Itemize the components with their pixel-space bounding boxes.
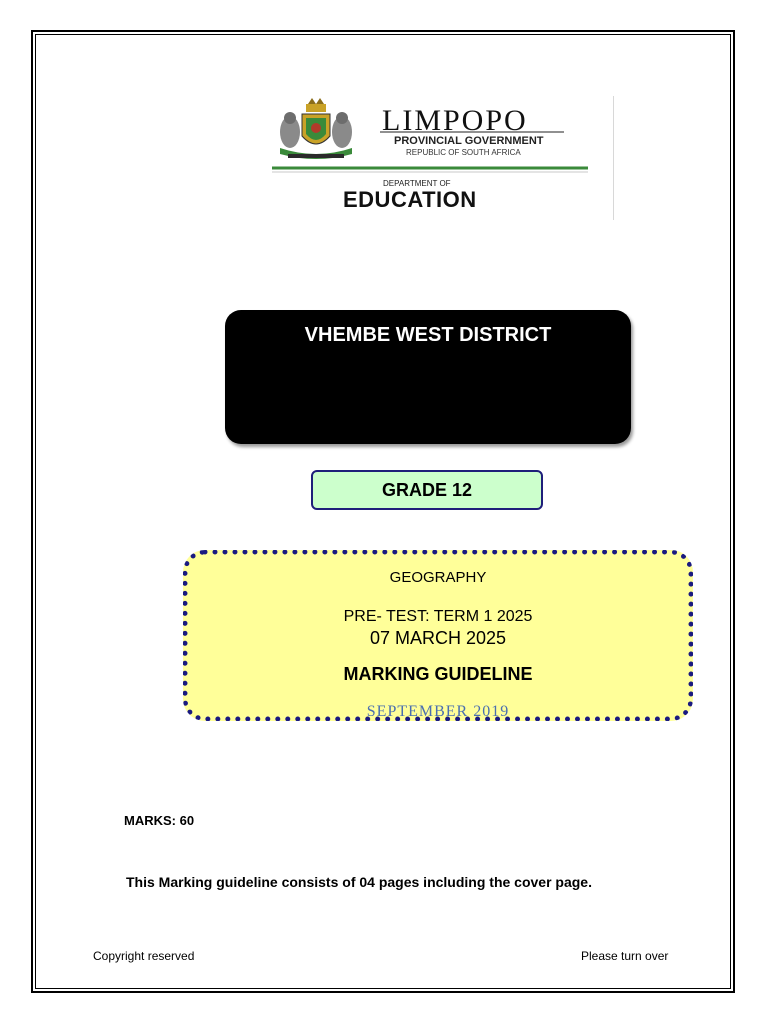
marks-total: MARKS: 60 — [124, 813, 195, 828]
test-term: PRE- TEST: TERM 1 2025 — [343, 608, 533, 625]
district-name: VHEMBE WEST DISTRICT — [304, 324, 552, 346]
logo-subtitle: PROVINCIAL GOVERNMENT — [394, 135, 544, 147]
test-date: 07 MARCH 2025 — [369, 628, 507, 648]
logo-country: REPUBLIC OF SOUTH AFRICA — [406, 148, 521, 157]
logo-department: EDUCATION — [343, 187, 477, 212]
logo-title: LIMPOPO — [382, 104, 528, 137]
logo-divider — [613, 96, 614, 220]
footer-turn-over: Please turn over — [581, 949, 669, 963]
subject-name: GEOGRAPHY — [389, 569, 487, 586]
subject-box — [183, 550, 693, 721]
pages-note: This Marking guideline consists of 04 pages including the cover page. — [126, 874, 592, 890]
logo-department-of: DEPARTMENT OF — [383, 179, 451, 188]
clipped-old-date: SEPTEMBER 2019 — [366, 703, 510, 720]
document-type: MARKING GUIDELINE — [343, 664, 533, 684]
grade-label: GRADE 12 — [311, 470, 543, 510]
footer-copyright: Copyright reserved — [93, 949, 195, 963]
district-banner — [225, 310, 631, 444]
